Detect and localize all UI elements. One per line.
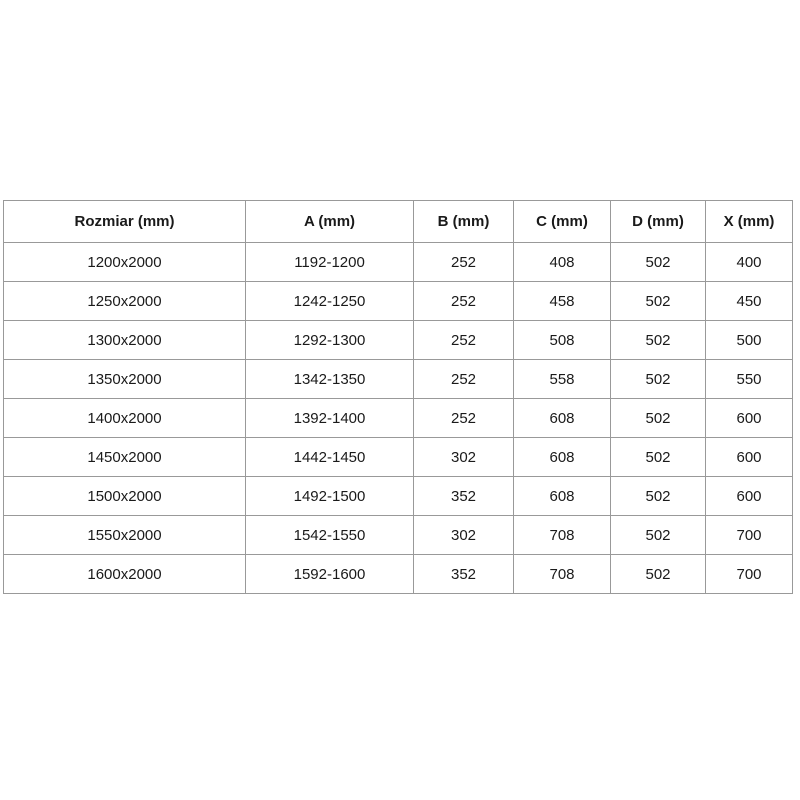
table-cell: 458 <box>514 282 611 321</box>
table-cell: 608 <box>514 399 611 438</box>
table-cell: 400 <box>706 243 793 282</box>
table-cell: 252 <box>414 243 514 282</box>
table-cell: 502 <box>611 282 706 321</box>
table-row <box>4 321 793 360</box>
table-row <box>4 243 793 282</box>
column-header: D (mm) <box>611 201 706 243</box>
table-cell: 502 <box>611 399 706 438</box>
table-cell: 1542-1550 <box>246 516 414 555</box>
table-cell: 1242-1250 <box>246 282 414 321</box>
table-cell: 1550x2000 <box>4 516 246 555</box>
table-cell: 502 <box>611 360 706 399</box>
column-header: B (mm) <box>414 201 514 243</box>
table-cell: 252 <box>414 282 514 321</box>
table-row <box>4 399 793 438</box>
table-cell: 700 <box>706 516 793 555</box>
table-cell: 1342-1350 <box>246 360 414 399</box>
table-cell: 352 <box>414 555 514 594</box>
table-cell: 608 <box>514 477 611 516</box>
table-cell: 1400x2000 <box>4 399 246 438</box>
table-cell: 1200x2000 <box>4 243 246 282</box>
size-spec-table <box>3 200 793 594</box>
table-cell: 550 <box>706 360 793 399</box>
table-cell: 1192-1200 <box>246 243 414 282</box>
table-cell: 1492-1500 <box>246 477 414 516</box>
table-cell: 408 <box>514 243 611 282</box>
table-cell: 1592-1600 <box>246 555 414 594</box>
column-header: C (mm) <box>514 201 611 243</box>
table-row <box>4 360 793 399</box>
table-row <box>4 555 793 594</box>
size-table-container <box>3 200 792 594</box>
table-cell: 558 <box>514 360 611 399</box>
table-cell: 1500x2000 <box>4 477 246 516</box>
table-cell: 608 <box>514 438 611 477</box>
table-cell: 600 <box>706 399 793 438</box>
column-header: A (mm) <box>246 201 414 243</box>
table-cell: 502 <box>611 438 706 477</box>
table-cell: 508 <box>514 321 611 360</box>
table-cell: 502 <box>611 477 706 516</box>
table-body <box>4 243 793 594</box>
table-cell: 302 <box>414 516 514 555</box>
table-cell: 502 <box>611 243 706 282</box>
table-cell: 502 <box>611 321 706 360</box>
table-cell: 252 <box>414 399 514 438</box>
table-cell: 1600x2000 <box>4 555 246 594</box>
table-cell: 1392-1400 <box>246 399 414 438</box>
table-cell: 708 <box>514 516 611 555</box>
table-cell: 1250x2000 <box>4 282 246 321</box>
table-cell: 502 <box>611 555 706 594</box>
table-cell: 1450x2000 <box>4 438 246 477</box>
table-cell: 500 <box>706 321 793 360</box>
table-cell: 600 <box>706 438 793 477</box>
header-row <box>4 201 793 243</box>
table-row <box>4 516 793 555</box>
table-cell: 252 <box>414 360 514 399</box>
table-row <box>4 282 793 321</box>
column-header: X (mm) <box>706 201 793 243</box>
table-cell: 450 <box>706 282 793 321</box>
table-cell: 252 <box>414 321 514 360</box>
table-cell: 1350x2000 <box>4 360 246 399</box>
column-header: Rozmiar (mm) <box>4 201 246 243</box>
table-cell: 1300x2000 <box>4 321 246 360</box>
table-cell: 1292-1300 <box>246 321 414 360</box>
table-cell: 352 <box>414 477 514 516</box>
table-cell: 1442-1450 <box>246 438 414 477</box>
table-cell: 600 <box>706 477 793 516</box>
table-cell: 502 <box>611 516 706 555</box>
table-cell: 708 <box>514 555 611 594</box>
table-row <box>4 438 793 477</box>
table-cell: 700 <box>706 555 793 594</box>
table-cell: 302 <box>414 438 514 477</box>
table-row <box>4 477 793 516</box>
